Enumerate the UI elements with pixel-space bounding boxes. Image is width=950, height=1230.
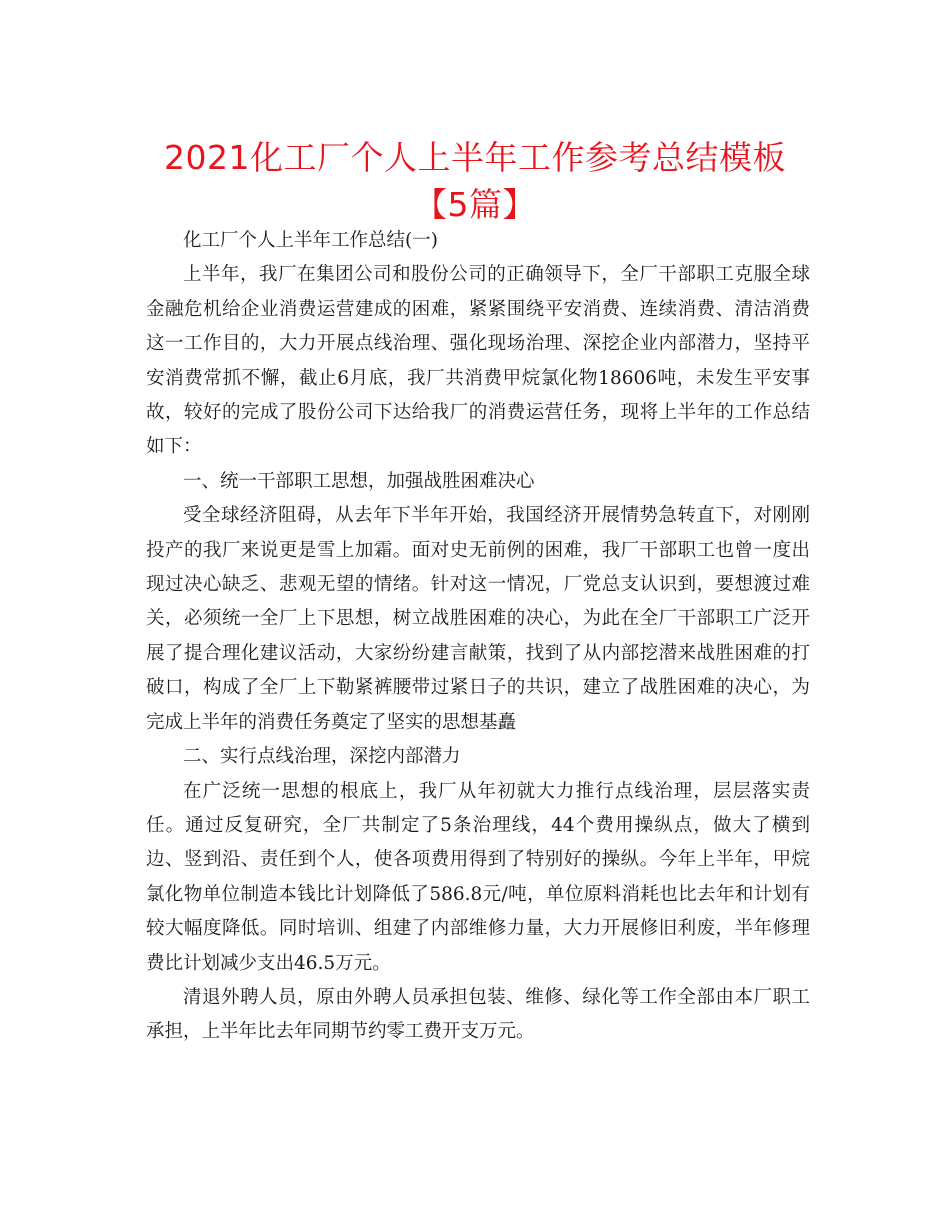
section-heading: 一、统一干部职工思想，加强战胜困难决心 <box>183 470 535 492</box>
section-heading: 二、实行点线治理，深挖内部潜力 <box>183 746 461 768</box>
paragraph: 在广泛统一思想的根底上，我厂从年初就大力推行点线治理，层层落实责任。通过反复研究，全厂共制定了5条治理线，44个费用操纵点，做大了横到边、竖到沿、责任到个人，使各项费用得到了特别好的操纵。今年上半年，甲烷氯化物单位制造本钱比计划降低了586.8元/吨，单位原料消耗也比去年和计划有较大幅度降低。同时培训、组建了内部维修力量，大力开展修旧利废，半年修理费比计划减少支出46.5万元。 <box>146 780 810 974</box>
document-body <box>146 224 810 1050</box>
document-title: 2021化工厂个人上半年工作参考总结模板【5篇】 <box>164 138 786 224</box>
paragraph: 受全球经济阻碍，从去年下半年开始，我国经济开展情势急转直下，对刚刚投产的我厂来说更是雪上加霜。面对史无前例的困难，我厂干部职工也曾一度出现过决心缺乏、悲观无望的情绪。针对这一情况，厂党总支认识到，要想渡过难关，必须统一全厂上下思想，树立战胜困难的决心，为此在全厂干部职工广泛开展了提合理化建议活动，大家纷纷建言献策，找到了从内部挖潜来战胜困难的打破口，构成了全厂上下勒紧裤腰带过紧日子的共识，建立了战胜困难的决心，为完成上半年的消费任务奠定了坚实的思想基矗 <box>146 505 810 733</box>
paragraph: 上半年，我厂在集团公司和股份公司的正确领导下，全厂干部职工克服全球金融危机给企业消费运营建成的困难，紧紧围绕平安消费、连续消费、清洁消费这一工作目的，大力开展点线治理、强化现场治理、深挖企业内部潜力，坚持平安消费常抓不懈，截止6月底，我厂共消费甲烷氯化物18606吨，未发生平安事故，较好的完成了股份公司下达给我厂的消费运营任务，现将上半年的工作总结如下： <box>146 264 810 458</box>
paragraph: 清退外聘人员，原由外聘人员承担包装、维修、绿化等工作全部由本厂职工承担，上半年比去年同期节约零工费开支万元。 <box>146 986 810 1043</box>
section-heading: 化工厂个人上半年工作总结(一) <box>183 230 438 251</box>
